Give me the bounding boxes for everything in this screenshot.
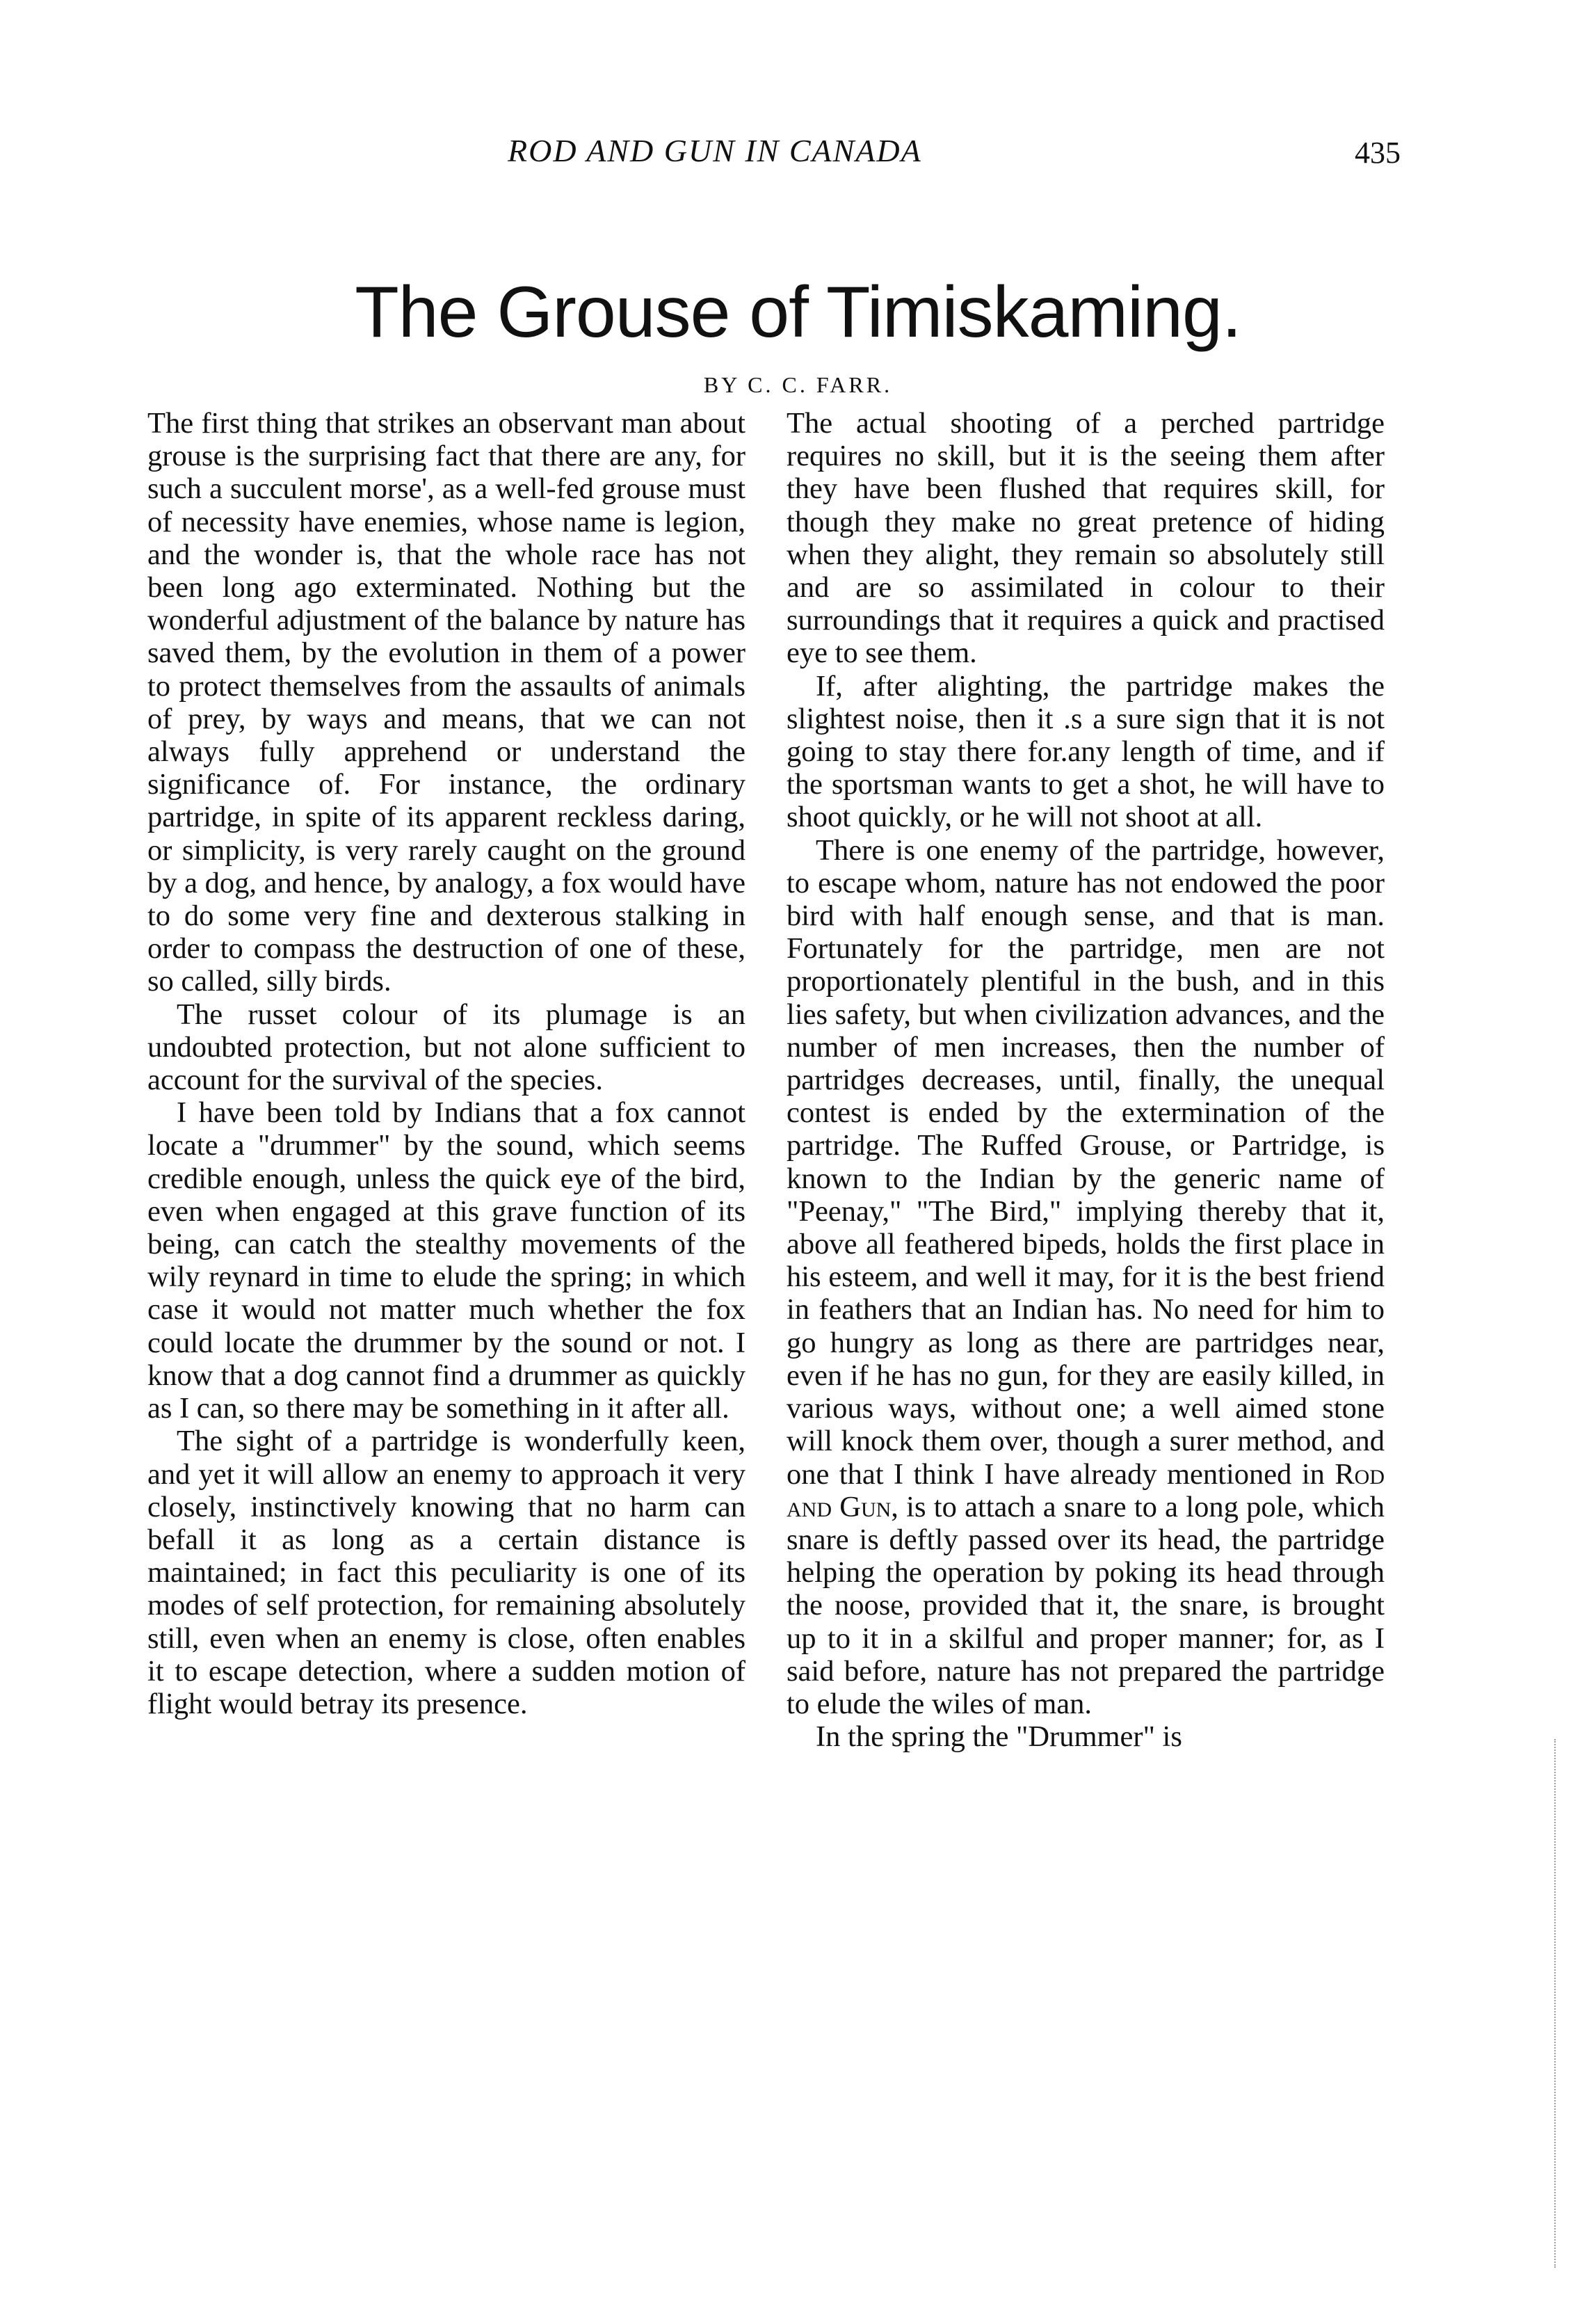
paragraph-text: There is one enemy of the partridge, however, to escape whom, nature has not endowed the poor bird with half enough sense, and that is man. Fortunately for the partridge, men are not proportionately plentiful in the bush, and in this lies safety, but when civilization advances, and the number of men increases, then the number of partridges decreases, until, finally, the unequal contest is ended by the extermination of the partridge. The Ruffed Grouse, or Partridge, is known to the Indian by the generic name of "Peenay," "The Bird," implying thereby that it, above all feathered bipeds, holds the first place in his esteem, and well it may, for it is the best friend in feathers that an Indian has. No need for him to go hungry as long as there are partridges near, even if he has no gun, for they are easily killed, in various ways, without one; a well aimed stone will knock them over, though a surer method, and one that I think I have already mentioned in (787, 833, 1385, 1491)
article-title: The Grouse of Timiskaming. (355, 272, 1241, 353)
running-title: ROD AND GUN IN CANADA (508, 133, 922, 168)
paragraph: The russet colour of its plumage is an undoubted protection, but not alone sufficient to account for the survival of the species. (147, 998, 745, 1097)
running-header (0, 132, 1596, 174)
byline: BY C. C. FARR. (703, 372, 893, 397)
paragraph: The actual shooting of a perched partridge requires no skill, but it is the seeing them after they have been flushed that requires skill, for though they make no great pretence of hiding when they alight, they remain so absolutely still and are so assimilated in colour to their surroundings that it requires a quick and practised eye to see them. (787, 407, 1385, 670)
magazine-name: Rod and Gun (787, 1457, 1385, 1523)
paragraph: The first thing that strikes an observant man about grouse is the surprising fact that there are any, for such a succulent morse', as a well-fed grouse must of necessity have enemies, whose name is legion, and the wonder is, that the whole race has not been long ago exterminated. Nothing but the wonderful adjustment of the balance by nature has saved them, by the evolution in them of a power to protect themselves from the assaults of animals of prey, by ways and means, that we can not always fully apprehend or understand the significance of. For instance, the ordinary partridge, in spite of its apparent reckless daring, or simplicity, is very rarely caught on the ground by a dog, and hence, by analogy, a fox would have to do some very fine and dexterous stalking in order to compass the destruction of one of these, so called, silly birds. (147, 407, 745, 998)
paragraph: If, after alighting, the partridge makes the slightest noise, then it .s a sure sign that it is not going to stay there for.any length of time, and if the sportsman wants to get a shot, he will have to shoot quickly, or he will not shoot at all. (787, 669, 1385, 834)
left-column (147, 407, 745, 1720)
paragraph-text: , is to attach a snare to a long pole, which snare is deftly passed over its head, the partridge helping the operation by poking its head through the noose, provided that it, the snare, is brought up to it in a skilful and proper manner; for, as I said before, nature has not prepared the partridge to elude the wiles of man. (787, 1490, 1385, 1720)
paragraph: The sight of a partridge is wonderfully keen, and yet it will allow an enemy to approach it very closely, instinctively knowing that no harm can befall it as long as a certain distance is maintained; in fact this peculiarity is one of its modes of self protection, for remaining absolutely still, even when an enemy is close, often enables it to escape detection, where a sudden motion of flight would betray its presence. (147, 1425, 745, 1720)
paragraph (787, 834, 1385, 1720)
paragraph: I have been told by Indians that a fox cannot locate a "drummer" by the sound, which seems credible enough, unless the quick eye of the bird, even when engaged at this grave function of its being, can catch the stealthy movements of the wily reynard in time to elude the spring; in which case it would not matter much whether the fox could locate the drummer by the sound or not. I know that a dog cannot find a drummer as quickly as I can, so there may be something in it after all. (147, 1096, 745, 1425)
right-column (787, 407, 1385, 1753)
page-number: 435 (1355, 136, 1401, 170)
paragraph: In the spring the "Drummer" is (816, 1720, 1182, 1754)
page-edge-marks (1554, 1739, 1583, 2268)
